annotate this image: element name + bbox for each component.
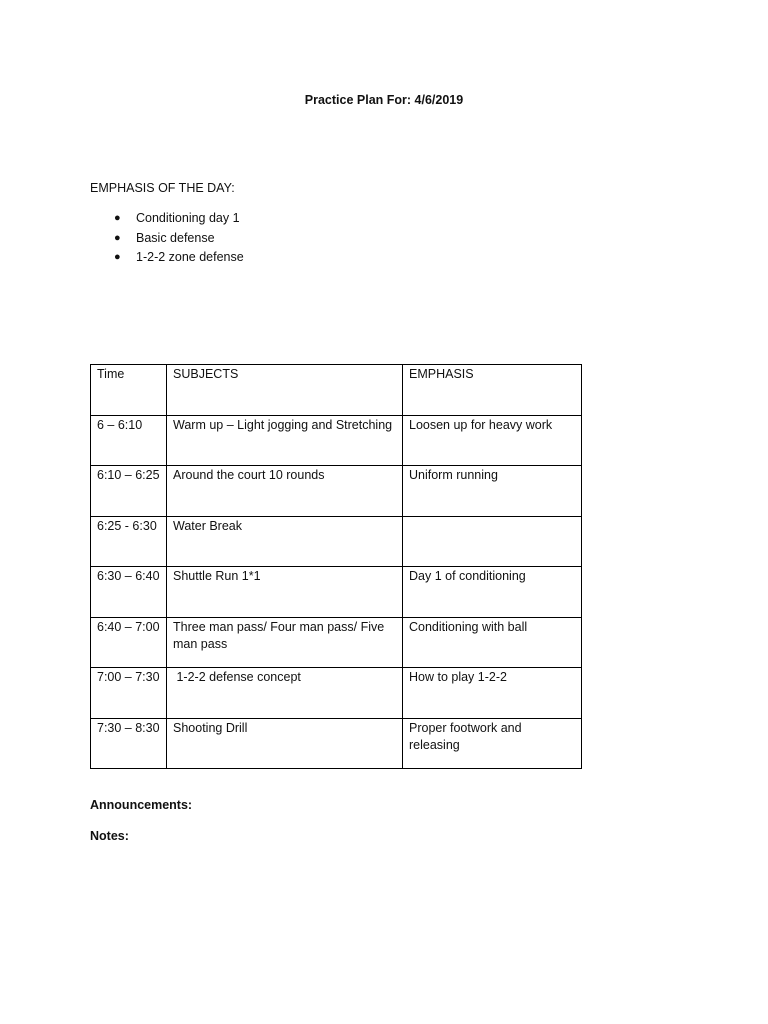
cell-emphasis: Day 1 of conditioning bbox=[403, 567, 582, 618]
list-item bbox=[114, 230, 244, 250]
cell-emphasis: Proper footwork and releasing bbox=[403, 718, 582, 769]
table-row bbox=[91, 617, 582, 668]
page-title: Practice Plan For: 4/6/2019 bbox=[304, 93, 464, 107]
emphasis-heading: EMPHASIS OF THE DAY: bbox=[90, 181, 235, 195]
bullet-icon: ● bbox=[114, 251, 121, 263]
list-item bbox=[114, 249, 244, 269]
header-emphasis: EMPHASIS bbox=[403, 365, 582, 416]
table-row bbox=[91, 516, 582, 567]
cell-emphasis: Loosen up for heavy work bbox=[403, 415, 582, 466]
header-time: Time bbox=[91, 365, 167, 416]
cell-emphasis: Uniform running bbox=[403, 466, 582, 517]
header-subjects: SUBJECTS bbox=[167, 365, 403, 416]
cell-time: 7:30 – 8:30 bbox=[91, 718, 167, 769]
notes-label: Notes: bbox=[90, 829, 129, 843]
table-row bbox=[91, 718, 582, 769]
practice-schedule-table bbox=[90, 364, 582, 769]
cell-subject: Shuttle Run 1*1 bbox=[167, 567, 403, 618]
cell-emphasis: How to play 1-2-2 bbox=[403, 668, 582, 719]
table-row bbox=[91, 668, 582, 719]
table-row bbox=[91, 567, 582, 618]
cell-time: 6:10 – 6:25 bbox=[91, 466, 167, 517]
cell-time: 6:30 – 6:40 bbox=[91, 567, 167, 618]
list-item-text: 1-2-2 zone defense bbox=[136, 250, 244, 264]
cell-subject: Three man pass/ Four man pass/ Five man pass bbox=[167, 617, 403, 668]
announcements-label: Announcements: bbox=[90, 798, 193, 812]
cell-time: 6:40 – 7:00 bbox=[91, 617, 167, 668]
emphasis-list bbox=[114, 210, 244, 269]
cell-time: 7:00 – 7:30 bbox=[91, 668, 167, 719]
cell-subject: Water Break bbox=[167, 516, 403, 567]
table-row bbox=[91, 415, 582, 466]
cell-time: 6:25 - 6:30 bbox=[91, 516, 167, 567]
list-item bbox=[114, 210, 244, 230]
table-header-row bbox=[91, 365, 582, 416]
bullet-icon: ● bbox=[114, 231, 121, 244]
cell-subject: Around the court 10 rounds bbox=[167, 466, 403, 517]
cell-subject: Warm up – Light jogging and Stretching bbox=[167, 415, 403, 466]
cell-emphasis: Conditioning with ball bbox=[403, 617, 582, 668]
bullet-icon: ● bbox=[114, 212, 121, 224]
cell-subject: Shooting Drill bbox=[167, 718, 403, 769]
cell-time: 6 – 6:10 bbox=[91, 415, 167, 466]
cell-emphasis bbox=[403, 516, 582, 567]
cell-subject: 1-2-2 defense concept bbox=[167, 668, 403, 719]
list-item-text: Basic defense bbox=[136, 230, 215, 245]
list-item-text: Conditioning day 1 bbox=[136, 211, 240, 225]
table-row bbox=[91, 466, 582, 517]
